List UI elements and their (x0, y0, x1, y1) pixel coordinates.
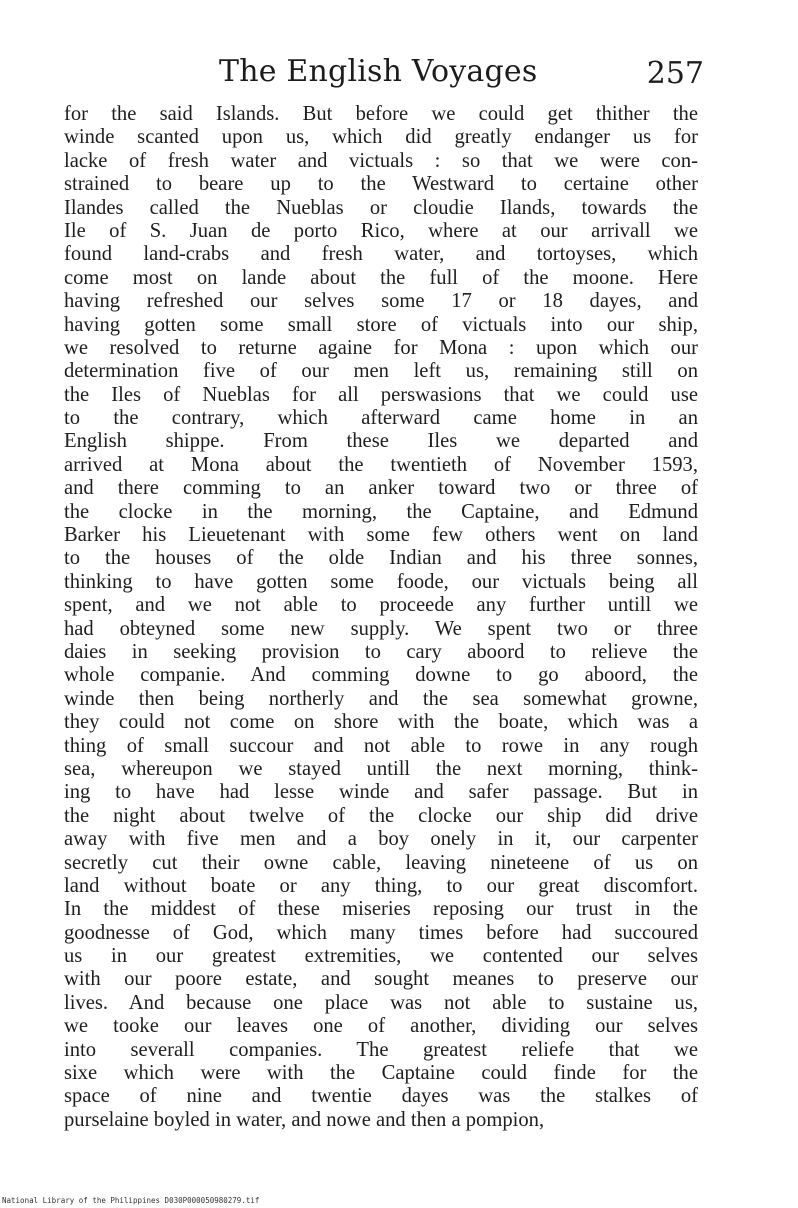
body-text (64, 103, 698, 1132)
scan-footer: National Library of the Philippines D030P000050980279.tif (2, 1196, 260, 1205)
text-line: the clocke in the morning, the Captaine, and Edmund (64, 500, 698, 523)
text-line: whole companie. And comming downe to go aboord, the (64, 664, 698, 687)
text-line: English shippe. From these Iles we departed and (64, 430, 698, 453)
text-line: winde scanted upon us, which did greatly endanger us for (64, 126, 698, 149)
text-line: Ilandes called the Nueblas or cloudie Ilands, towards the (64, 196, 698, 219)
text-line: to the contrary, which afterward came home in an (64, 407, 698, 430)
text-line: come most on lande about the full of the moone. Here (64, 266, 698, 289)
text-line: purselaine boyled in water, and nowe and then a pompion, (64, 1108, 545, 1131)
text-line: space of nine and twentie dayes was the stalkes of (64, 1085, 698, 1108)
text-line: the night about twelve of the clocke our ship did drive (64, 804, 698, 827)
text-line: us in our greatest extremities, we contented our selves (64, 945, 698, 968)
text-line: spent, and we not able to proceede any further untill we (64, 594, 698, 617)
text-line: sea, whereupon we stayed untill the next morning, think- (64, 757, 698, 780)
text-line: lacke of fresh water and victuals : so that we were con- (64, 149, 698, 172)
text-line: with our poore estate, and sought meanes to preserve our (64, 968, 698, 991)
text-line: and there comming to an anker toward two or three of (64, 477, 698, 500)
text-line: having gotten some small store of victuals into our ship, (64, 313, 698, 336)
text-line: determination five of our men left us, remaining still on (64, 360, 698, 383)
text-line: for the said Islands. But before we could get thither the (64, 103, 698, 125)
text-line: strained to beare up to the Westward to certaine other (64, 173, 698, 196)
text-line: away with five men and a boy onely in it, our carpenter (64, 828, 698, 851)
text-line: thing of small succour and not able to rowe in any rough (64, 734, 698, 757)
text-line: lives. And because one place was not able to sustaine us, (64, 991, 698, 1014)
text-line: thinking to have gotten some foode, our victuals being all (64, 570, 698, 593)
text-line: having refreshed our selves some 17 or 18 dayes, and (64, 290, 698, 313)
text-line: daies in seeking provision to cary aboord to relieve the (64, 640, 698, 663)
text-line: goodnesse of God, which many times before had succoured (64, 921, 698, 944)
text-line: the Iles of Nueblas for all perswasions that we could use (64, 383, 698, 406)
text-line: we tooke our leaves one of another, dividing our selves (64, 1015, 698, 1038)
running-title: The English Voyages (219, 54, 538, 89)
text-line: we resolved to returne againe for Mona : upon which our (64, 336, 698, 359)
text-line: land without boate or any thing, to our great discomfort. (64, 874, 698, 897)
text-line: ing to have had lesse winde and safer passage. But in (64, 781, 698, 804)
text-line: Ile of S. Juan de porto Rico, where at our arrivall we (64, 219, 698, 242)
text-line: to the houses of the olde Indian and his three sonnes, (64, 547, 698, 570)
text-line: found land-crabs and fresh water, and tortoyses, which (64, 243, 698, 266)
text-line: arrived at Mona about the twentieth of November 1593, (64, 453, 698, 476)
text-line: secretly cut their owne cable, leaving nineteene of us on (64, 851, 698, 874)
text-line: had obteyned some new supply. We spent two or three (64, 617, 698, 640)
running-head (64, 54, 704, 98)
text-line: Barker his Lieuetenant with some few others went on land (64, 524, 698, 547)
page-number: 257 (646, 56, 704, 91)
text-line: sixe which were with the Captaine could finde for the (64, 1062, 698, 1085)
text-line: winde then being northerly and the sea somewhat growne, (64, 687, 698, 710)
text-line: into severall companies. The greatest reliefe that we (64, 1038, 698, 1061)
text-line: In the middest of these miseries reposing our trust in the (64, 898, 698, 921)
text-line: they could not come on shore with the boate, which was a (64, 711, 698, 734)
